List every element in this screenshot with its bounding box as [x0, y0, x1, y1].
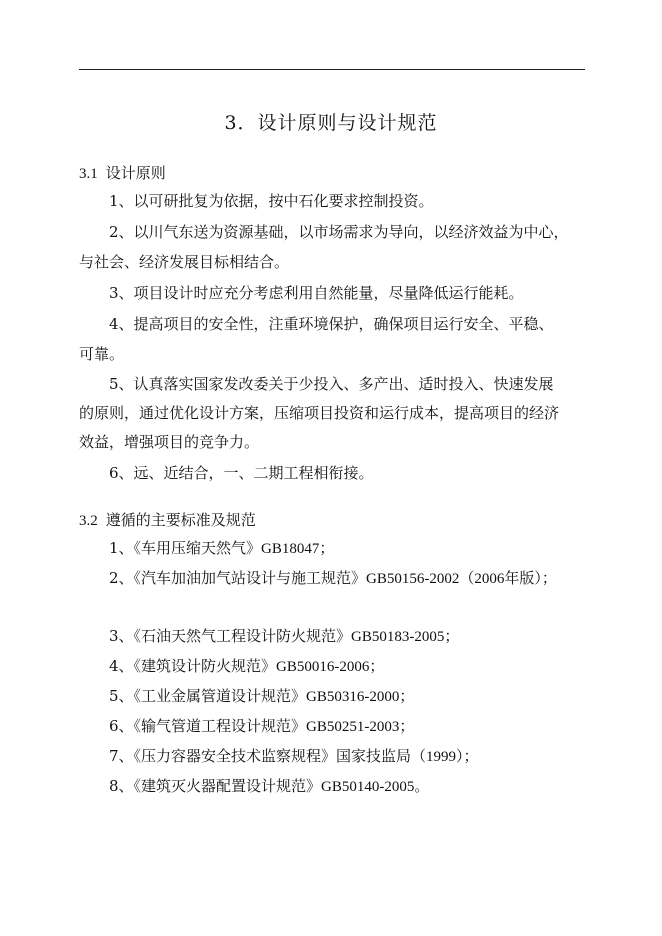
standard-code: GB50016-2006；: [276, 659, 385, 675]
principle-item-2-line-2: 与社会、经济发展目标相结合。: [79, 253, 290, 271]
principle-item-1: 1、以可研批复为依据，按中石化要求控制投资。: [109, 192, 434, 210]
standard-code: GB50316-2000；: [306, 689, 415, 705]
principle-item-3: 3、项目设计时应充分考虑利用自然能量，尽量降低运行能耗。: [109, 284, 524, 302]
principle-item-2-line-1: 2、以川气东送为资源基础，以市场需求为导向，以经济效益为中心，: [109, 223, 569, 241]
standard-name: 4、《建筑设计防火规范》: [109, 657, 277, 675]
standard-item-5: [109, 685, 414, 708]
standard-code: 国家技监局（1999）；: [336, 749, 479, 765]
principle-item-5-line-1: 5、认真落实国家发改委关于少投入、多产出、适时投入、快速发展: [109, 375, 554, 393]
document-title: 3．设计原则与设计规范: [224, 112, 438, 134]
standard-item-7: [109, 745, 479, 768]
standard-item-3: [109, 625, 459, 648]
standard-name: 3、《石油天然气工程设计防火规范》: [109, 627, 352, 645]
standard-code: GB50156-2002（2006年版）；: [366, 571, 557, 587]
standard-item-4: [109, 655, 384, 678]
header-rule: [79, 69, 585, 70]
standard-name: 7、《压力容器安全技术监察规程》: [109, 747, 337, 765]
section-heading-design-principles: [79, 162, 166, 185]
standard-code: GB18047；: [261, 541, 335, 557]
principle-item-5-line-3: 效益，增强项目的竞争力。: [79, 433, 260, 451]
standard-name: 5、《工业金属管道设计规范》: [109, 687, 307, 705]
standard-code: GB50183-2005；: [351, 629, 460, 645]
principle-item-5-line-2: 的原则，通过优化设计方案，压缩项目投资和运行成本，提高项目的经济: [79, 404, 560, 422]
standard-item-1: [109, 537, 334, 560]
standard-item-2: [109, 567, 557, 590]
standard-name: 6、《输气管道工程设计规范》: [109, 717, 307, 735]
principle-item-4-line-2: 可靠。: [79, 345, 125, 363]
section-number: 3.2: [79, 513, 98, 529]
standard-name: 8、《建筑灭火器配置设计规范》: [109, 777, 322, 795]
standard-item-8: [109, 775, 429, 798]
standard-item-6: [109, 715, 414, 738]
principle-item-4-line-1: 4、提高项目的安全性，注重环境保护，确保项目运行安全、平稳、: [109, 315, 554, 333]
standard-code: GB50251-2003；: [306, 719, 415, 735]
standard-name: 1、《车用压缩天然气》: [109, 539, 262, 557]
standard-name: 2、《汽车加油加气站设计与施工规范》: [109, 569, 367, 587]
section-heading-standards: [79, 509, 256, 532]
standard-code: GB50140-2005。: [321, 779, 430, 795]
principle-item-6: 6、远、近结合，一、二期工程相衔接。: [109, 464, 374, 482]
section-number: 3.1: [79, 166, 98, 182]
section-title: 遵循的主要标准及规范: [105, 511, 256, 529]
section-title: 设计原则: [105, 164, 166, 182]
